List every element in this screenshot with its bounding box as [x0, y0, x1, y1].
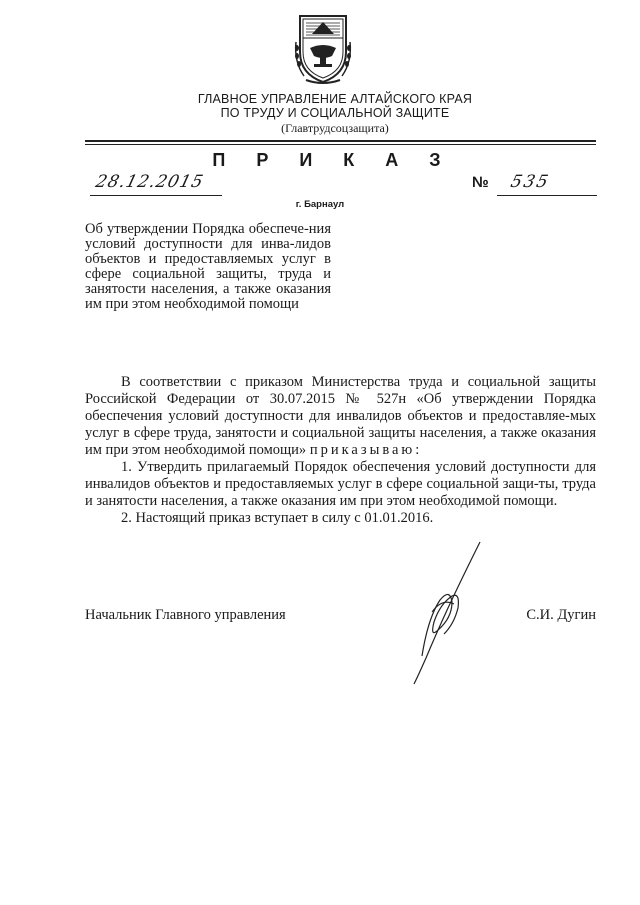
order-item-1: 1. Утвердить прилагаемый Порядок обеспечения условий доступности для инвалидов объектов и предоставляемых услуг в сфере социальной защи-ты, труда и занятости населения, а также оказания им при этом необходимой помощи. [85, 459, 596, 509]
number-underline [497, 195, 597, 196]
document-number [497, 172, 597, 198]
document-city: г. Барнаул [295, 199, 345, 210]
header-divider-thick [85, 140, 596, 142]
preamble-text: В соответствии с приказом Министерства труда и социальной защиты Российской Федерации от 30.07.2015 № 527н «Об утверждении Порядка обеспечения условий доступности для инвалидов объектов и предоставляе-мых услуг в сфере труда, занятости и социальной защиты населения, а также оказания им при этом необходимой помощи» [85, 374, 596, 458]
order-word: приказываю: [309, 442, 423, 458]
organization-short-name: (Главтрудсоцзащита) [281, 121, 389, 135]
date-underline [90, 195, 222, 196]
organization-name-line2: ПО ТРУДУ И СОЦИАЛЬНОЙ ЗАЩИТЕ [220, 106, 450, 120]
document-body [85, 374, 596, 527]
order-item-2: 2. Настоящий приказ вступает в силу с 01.01.2016. [121, 510, 434, 526]
organization-header [150, 92, 520, 135]
handwritten-number: 535 [508, 172, 552, 192]
document-date [90, 172, 222, 198]
coat-of-arms-icon [292, 12, 354, 86]
body-preamble [85, 374, 596, 459]
signatory-title: Начальник Главного управления [85, 607, 286, 623]
handwritten-date: 28.12.2015 [93, 172, 206, 192]
number-sign: № [472, 174, 489, 191]
header-divider-thin [85, 144, 596, 145]
handwritten-signature-icon [392, 538, 484, 688]
document-subject: Об утверждении Порядка обеспече-ния условий доступности для инва-лидов объектов и предоставляемых услуг в сфере социальной защиты, труда и занятости населения, а также оказания им при этом необходимой помощи [85, 221, 331, 312]
organization-name-line1: ГЛАВНОЕ УПРАВЛЕНИЕ АЛТАЙСКОГО КРАЯ [197, 92, 473, 106]
signatory-name: С.И. Дугин [526, 607, 596, 623]
document-type-title: П Р И К А З [212, 150, 454, 170]
